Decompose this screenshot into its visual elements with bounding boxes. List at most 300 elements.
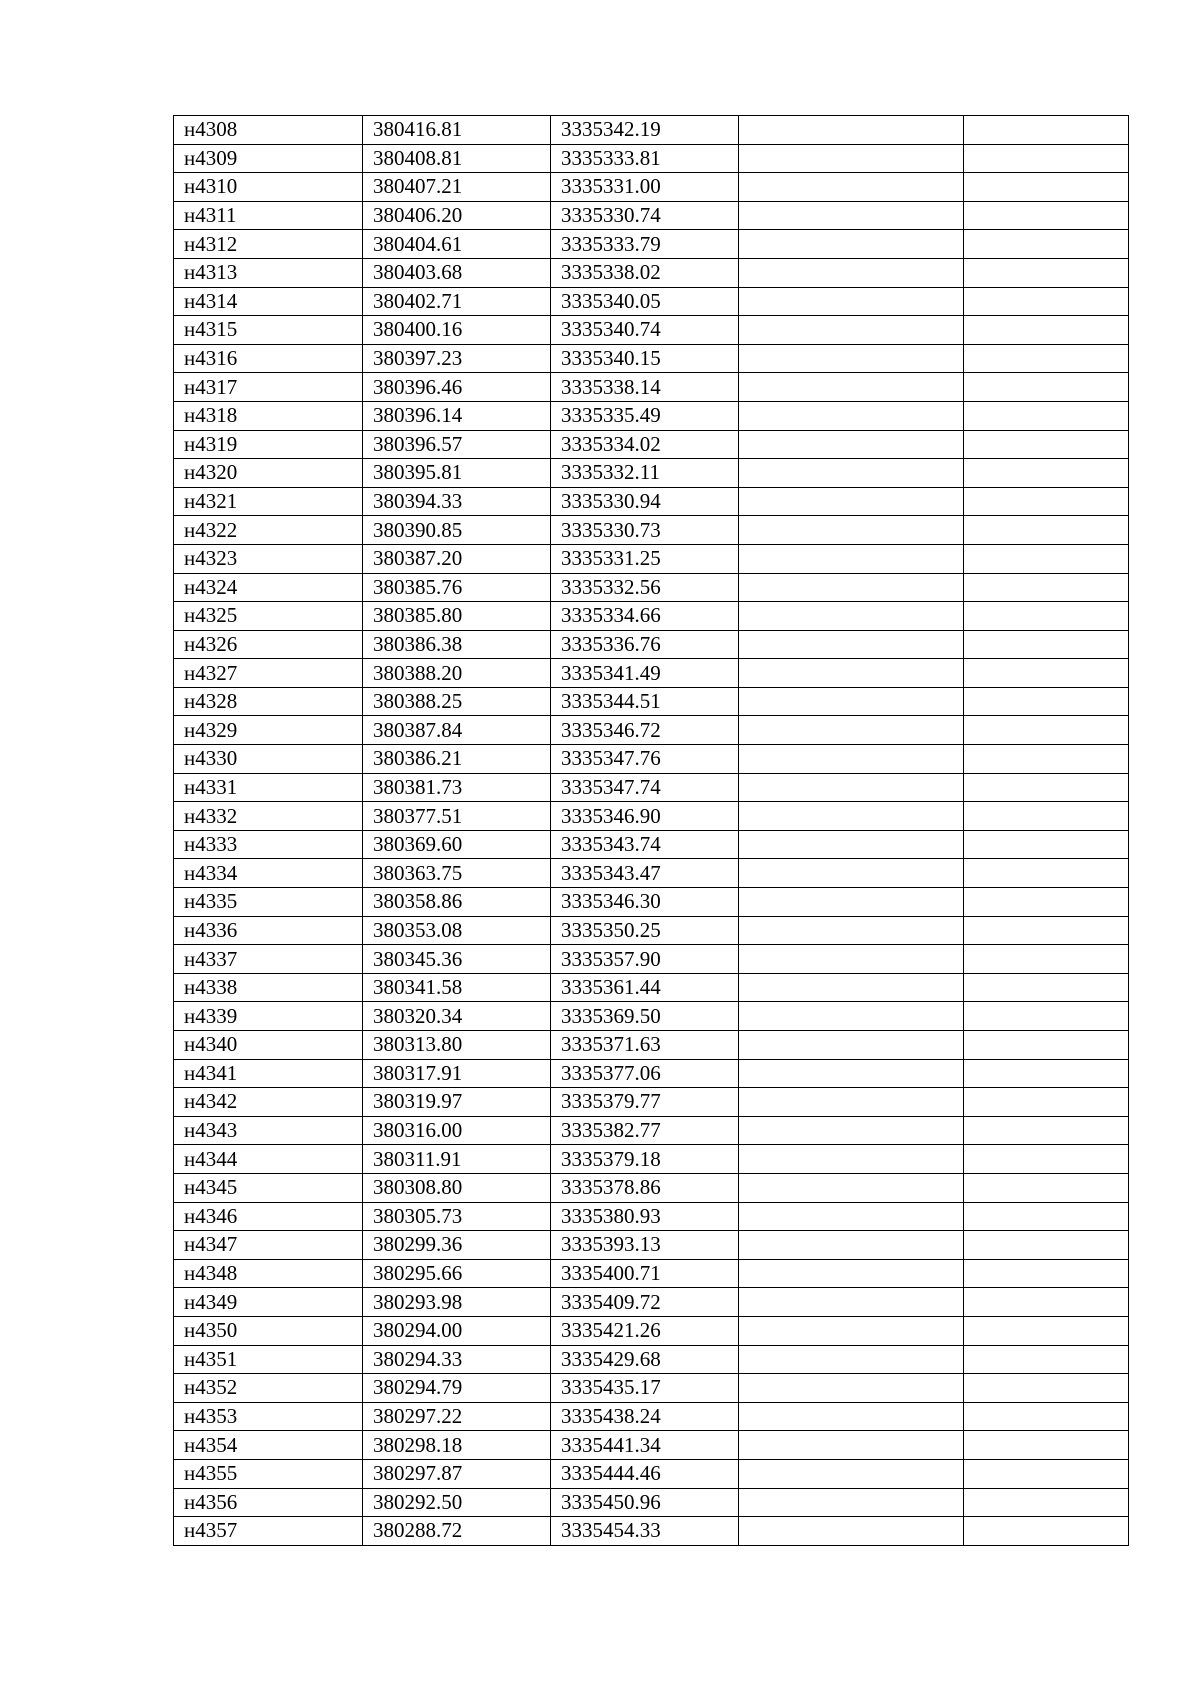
empty-cell-5 xyxy=(964,573,1129,602)
table-row xyxy=(174,1145,1129,1174)
point-id-cell: н4342 xyxy=(174,1088,363,1117)
table-row xyxy=(174,888,1129,917)
table-row xyxy=(174,687,1129,716)
x-coordinate-cell: 380319.97 xyxy=(363,1088,551,1117)
point-id-cell: н4338 xyxy=(174,973,363,1002)
table-row xyxy=(174,1345,1129,1374)
empty-cell-5 xyxy=(964,516,1129,545)
empty-cell-5 xyxy=(964,1231,1129,1260)
empty-cell-4 xyxy=(739,1059,964,1088)
empty-cell-5 xyxy=(964,1088,1129,1117)
empty-cell-4 xyxy=(739,401,964,430)
table-row xyxy=(174,116,1129,145)
y-coordinate-cell: 3335421.26 xyxy=(551,1316,739,1345)
x-coordinate-cell: 380395.81 xyxy=(363,459,551,488)
empty-cell-5 xyxy=(964,687,1129,716)
point-id-cell: н4345 xyxy=(174,1173,363,1202)
coordinates-table xyxy=(173,115,1129,1546)
x-coordinate-cell: 380385.80 xyxy=(363,602,551,631)
y-coordinate-cell: 3335343.74 xyxy=(551,830,739,859)
empty-cell-5 xyxy=(964,1002,1129,1031)
table-row xyxy=(174,373,1129,402)
empty-cell-5 xyxy=(964,1202,1129,1231)
x-coordinate-cell: 380394.33 xyxy=(363,487,551,516)
empty-cell-5 xyxy=(964,344,1129,373)
empty-cell-4 xyxy=(739,144,964,173)
y-coordinate-cell: 3335343.47 xyxy=(551,859,739,888)
empty-cell-4 xyxy=(739,1116,964,1145)
y-coordinate-cell: 3335332.11 xyxy=(551,459,739,488)
empty-cell-4 xyxy=(739,1288,964,1317)
table-row xyxy=(174,487,1129,516)
x-coordinate-cell: 380404.61 xyxy=(363,230,551,259)
empty-cell-5 xyxy=(964,745,1129,774)
y-coordinate-cell: 3335441.34 xyxy=(551,1431,739,1460)
table-row xyxy=(174,1374,1129,1403)
empty-cell-5 xyxy=(964,830,1129,859)
y-coordinate-cell: 3335379.18 xyxy=(551,1145,739,1174)
point-id-cell: н4331 xyxy=(174,773,363,802)
y-coordinate-cell: 3335331.25 xyxy=(551,544,739,573)
empty-cell-4 xyxy=(739,230,964,259)
empty-cell-5 xyxy=(964,1059,1129,1088)
empty-cell-5 xyxy=(964,316,1129,345)
point-id-cell: н4354 xyxy=(174,1431,363,1460)
empty-cell-5 xyxy=(964,258,1129,287)
y-coordinate-cell: 3335409.72 xyxy=(551,1288,739,1317)
empty-cell-5 xyxy=(964,1402,1129,1431)
point-id-cell: н4320 xyxy=(174,459,363,488)
x-coordinate-cell: 380387.20 xyxy=(363,544,551,573)
empty-cell-5 xyxy=(964,401,1129,430)
empty-cell-5 xyxy=(964,659,1129,688)
empty-cell-5 xyxy=(964,602,1129,631)
point-id-cell: н4332 xyxy=(174,802,363,831)
empty-cell-5 xyxy=(964,544,1129,573)
y-coordinate-cell: 3335334.66 xyxy=(551,602,739,631)
table-row xyxy=(174,1288,1129,1317)
y-coordinate-cell: 3335330.73 xyxy=(551,516,739,545)
point-id-cell: н4321 xyxy=(174,487,363,516)
table-row xyxy=(174,1459,1129,1488)
table-row xyxy=(174,1088,1129,1117)
x-coordinate-cell: 380341.58 xyxy=(363,973,551,1002)
y-coordinate-cell: 3335335.49 xyxy=(551,401,739,430)
x-coordinate-cell: 380402.71 xyxy=(363,287,551,316)
y-coordinate-cell: 3335340.15 xyxy=(551,344,739,373)
y-coordinate-cell: 3335331.00 xyxy=(551,173,739,202)
point-id-cell: н4355 xyxy=(174,1459,363,1488)
empty-cell-5 xyxy=(964,945,1129,974)
empty-cell-5 xyxy=(964,1316,1129,1345)
empty-cell-4 xyxy=(739,116,964,145)
table-row xyxy=(174,1431,1129,1460)
empty-cell-4 xyxy=(739,1431,964,1460)
y-coordinate-cell: 3335332.56 xyxy=(551,573,739,602)
y-coordinate-cell: 3335330.94 xyxy=(551,487,739,516)
point-id-cell: н4317 xyxy=(174,373,363,402)
table-row xyxy=(174,516,1129,545)
point-id-cell: н4353 xyxy=(174,1402,363,1431)
empty-cell-4 xyxy=(739,1345,964,1374)
y-coordinate-cell: 3335338.02 xyxy=(551,258,739,287)
x-coordinate-cell: 380299.36 xyxy=(363,1231,551,1260)
table-row xyxy=(174,287,1129,316)
empty-cell-5 xyxy=(964,973,1129,1002)
table-row xyxy=(174,602,1129,631)
point-id-cell: н4356 xyxy=(174,1488,363,1517)
empty-cell-5 xyxy=(964,1031,1129,1060)
empty-cell-4 xyxy=(739,201,964,230)
empty-cell-4 xyxy=(739,258,964,287)
table-row xyxy=(174,1231,1129,1260)
point-id-cell: н4312 xyxy=(174,230,363,259)
x-coordinate-cell: 380316.00 xyxy=(363,1116,551,1145)
x-coordinate-cell: 380377.51 xyxy=(363,802,551,831)
y-coordinate-cell: 3335344.51 xyxy=(551,687,739,716)
point-id-cell: н4318 xyxy=(174,401,363,430)
empty-cell-5 xyxy=(964,287,1129,316)
table-row xyxy=(174,916,1129,945)
empty-cell-4 xyxy=(739,1316,964,1345)
empty-cell-5 xyxy=(964,773,1129,802)
empty-cell-5 xyxy=(964,430,1129,459)
point-id-cell: н4330 xyxy=(174,745,363,774)
empty-cell-5 xyxy=(964,230,1129,259)
point-id-cell: н4316 xyxy=(174,344,363,373)
y-coordinate-cell: 3335357.90 xyxy=(551,945,739,974)
table-row xyxy=(174,745,1129,774)
x-coordinate-cell: 380388.20 xyxy=(363,659,551,688)
point-id-cell: н4309 xyxy=(174,144,363,173)
x-coordinate-cell: 380353.08 xyxy=(363,916,551,945)
x-coordinate-cell: 380416.81 xyxy=(363,116,551,145)
point-id-cell: н4343 xyxy=(174,1116,363,1145)
y-coordinate-cell: 3335379.77 xyxy=(551,1088,739,1117)
empty-cell-4 xyxy=(739,773,964,802)
empty-cell-4 xyxy=(739,1374,964,1403)
empty-cell-4 xyxy=(739,745,964,774)
y-coordinate-cell: 3335435.17 xyxy=(551,1374,739,1403)
point-id-cell: н4341 xyxy=(174,1059,363,1088)
empty-cell-5 xyxy=(964,459,1129,488)
empty-cell-4 xyxy=(739,1402,964,1431)
y-coordinate-cell: 3335450.96 xyxy=(551,1488,739,1517)
point-id-cell: н4357 xyxy=(174,1517,363,1546)
table-row xyxy=(174,1031,1129,1060)
point-id-cell: н4333 xyxy=(174,830,363,859)
table-row xyxy=(174,316,1129,345)
empty-cell-4 xyxy=(739,945,964,974)
y-coordinate-cell: 3335333.81 xyxy=(551,144,739,173)
table-row xyxy=(174,1173,1129,1202)
table-row xyxy=(174,1488,1129,1517)
y-coordinate-cell: 3335350.25 xyxy=(551,916,739,945)
y-coordinate-cell: 3335382.77 xyxy=(551,1116,739,1145)
x-coordinate-cell: 380408.81 xyxy=(363,144,551,173)
table-row xyxy=(174,859,1129,888)
empty-cell-4 xyxy=(739,1517,964,1546)
empty-cell-4 xyxy=(739,430,964,459)
x-coordinate-cell: 380358.86 xyxy=(363,888,551,917)
table-row xyxy=(174,230,1129,259)
empty-cell-4 xyxy=(739,1088,964,1117)
point-id-cell: н4314 xyxy=(174,287,363,316)
x-coordinate-cell: 380363.75 xyxy=(363,859,551,888)
empty-cell-4 xyxy=(739,516,964,545)
x-coordinate-cell: 380407.21 xyxy=(363,173,551,202)
x-coordinate-cell: 380385.76 xyxy=(363,573,551,602)
y-coordinate-cell: 3335347.74 xyxy=(551,773,739,802)
empty-cell-4 xyxy=(739,802,964,831)
point-id-cell: н4327 xyxy=(174,659,363,688)
empty-cell-4 xyxy=(739,830,964,859)
y-coordinate-cell: 3335334.02 xyxy=(551,430,739,459)
empty-cell-5 xyxy=(964,1345,1129,1374)
x-coordinate-cell: 380386.38 xyxy=(363,630,551,659)
empty-cell-5 xyxy=(964,173,1129,202)
x-coordinate-cell: 380406.20 xyxy=(363,201,551,230)
point-id-cell: н4339 xyxy=(174,1002,363,1031)
x-coordinate-cell: 380369.60 xyxy=(363,830,551,859)
point-id-cell: н4348 xyxy=(174,1259,363,1288)
table-row xyxy=(174,344,1129,373)
x-coordinate-cell: 380396.57 xyxy=(363,430,551,459)
empty-cell-5 xyxy=(964,1431,1129,1460)
point-id-cell: н4326 xyxy=(174,630,363,659)
empty-cell-5 xyxy=(964,1259,1129,1288)
table-row xyxy=(174,1402,1129,1431)
empty-cell-4 xyxy=(739,1031,964,1060)
y-coordinate-cell: 3335393.13 xyxy=(551,1231,739,1260)
table-row xyxy=(174,1059,1129,1088)
point-id-cell: н4323 xyxy=(174,544,363,573)
empty-cell-4 xyxy=(739,1488,964,1517)
x-coordinate-cell: 380388.25 xyxy=(363,687,551,716)
point-id-cell: н4337 xyxy=(174,945,363,974)
table-row xyxy=(174,1316,1129,1345)
x-coordinate-cell: 380386.21 xyxy=(363,745,551,774)
point-id-cell: н4313 xyxy=(174,258,363,287)
empty-cell-4 xyxy=(739,687,964,716)
x-coordinate-cell: 380400.16 xyxy=(363,316,551,345)
point-id-cell: н4334 xyxy=(174,859,363,888)
empty-cell-4 xyxy=(739,1231,964,1260)
point-id-cell: н4311 xyxy=(174,201,363,230)
empty-cell-5 xyxy=(964,1459,1129,1488)
x-coordinate-cell: 380313.80 xyxy=(363,1031,551,1060)
empty-cell-4 xyxy=(739,316,964,345)
empty-cell-4 xyxy=(739,1145,964,1174)
y-coordinate-cell: 3335346.30 xyxy=(551,888,739,917)
y-coordinate-cell: 3335342.19 xyxy=(551,116,739,145)
empty-cell-4 xyxy=(739,916,964,945)
table-row xyxy=(174,1116,1129,1145)
empty-cell-5 xyxy=(964,1288,1129,1317)
empty-cell-4 xyxy=(739,1259,964,1288)
table-row xyxy=(174,173,1129,202)
empty-cell-4 xyxy=(739,344,964,373)
empty-cell-4 xyxy=(739,1202,964,1231)
x-coordinate-cell: 380320.34 xyxy=(363,1002,551,1031)
x-coordinate-cell: 380292.50 xyxy=(363,1488,551,1517)
empty-cell-4 xyxy=(739,716,964,745)
table-row xyxy=(174,802,1129,831)
y-coordinate-cell: 3335429.68 xyxy=(551,1345,739,1374)
y-coordinate-cell: 3335336.76 xyxy=(551,630,739,659)
table-row xyxy=(174,945,1129,974)
table-row xyxy=(174,1517,1129,1546)
table-row xyxy=(174,973,1129,1002)
x-coordinate-cell: 380294.00 xyxy=(363,1316,551,1345)
y-coordinate-cell: 3335340.05 xyxy=(551,287,739,316)
point-id-cell: н4344 xyxy=(174,1145,363,1174)
y-coordinate-cell: 3335380.93 xyxy=(551,1202,739,1231)
y-coordinate-cell: 3335338.14 xyxy=(551,373,739,402)
coordinates-table-body xyxy=(174,116,1129,1546)
empty-cell-4 xyxy=(739,1173,964,1202)
point-id-cell: н4315 xyxy=(174,316,363,345)
table-row xyxy=(174,144,1129,173)
empty-cell-5 xyxy=(964,487,1129,516)
table-row xyxy=(174,201,1129,230)
point-id-cell: н4352 xyxy=(174,1374,363,1403)
empty-cell-4 xyxy=(739,859,964,888)
empty-cell-5 xyxy=(964,802,1129,831)
y-coordinate-cell: 3335377.06 xyxy=(551,1059,739,1088)
x-coordinate-cell: 380311.91 xyxy=(363,1145,551,1174)
y-coordinate-cell: 3335346.90 xyxy=(551,802,739,831)
table-row xyxy=(174,544,1129,573)
empty-cell-4 xyxy=(739,1002,964,1031)
table-row xyxy=(174,430,1129,459)
x-coordinate-cell: 380293.98 xyxy=(363,1288,551,1317)
empty-cell-5 xyxy=(964,116,1129,145)
point-id-cell: н4340 xyxy=(174,1031,363,1060)
empty-cell-4 xyxy=(739,1459,964,1488)
empty-cell-4 xyxy=(739,173,964,202)
point-id-cell: н4336 xyxy=(174,916,363,945)
x-coordinate-cell: 380298.18 xyxy=(363,1431,551,1460)
table-row xyxy=(174,716,1129,745)
table-row xyxy=(174,1202,1129,1231)
point-id-cell: н4328 xyxy=(174,687,363,716)
table-row xyxy=(174,258,1129,287)
empty-cell-5 xyxy=(964,201,1129,230)
table-row xyxy=(174,1002,1129,1031)
point-id-cell: н4351 xyxy=(174,1345,363,1374)
table-row xyxy=(174,573,1129,602)
x-coordinate-cell: 380396.46 xyxy=(363,373,551,402)
empty-cell-4 xyxy=(739,573,964,602)
point-id-cell: н4347 xyxy=(174,1231,363,1260)
empty-cell-4 xyxy=(739,287,964,316)
empty-cell-4 xyxy=(739,459,964,488)
x-coordinate-cell: 380396.14 xyxy=(363,401,551,430)
empty-cell-5 xyxy=(964,1173,1129,1202)
point-id-cell: н4308 xyxy=(174,116,363,145)
empty-cell-5 xyxy=(964,888,1129,917)
point-id-cell: н4325 xyxy=(174,602,363,631)
empty-cell-4 xyxy=(739,630,964,659)
empty-cell-5 xyxy=(964,1116,1129,1145)
empty-cell-4 xyxy=(739,544,964,573)
x-coordinate-cell: 380317.91 xyxy=(363,1059,551,1088)
empty-cell-5 xyxy=(964,859,1129,888)
point-id-cell: н4329 xyxy=(174,716,363,745)
empty-cell-5 xyxy=(964,373,1129,402)
y-coordinate-cell: 3335361.44 xyxy=(551,973,739,1002)
y-coordinate-cell: 3335371.63 xyxy=(551,1031,739,1060)
empty-cell-4 xyxy=(739,602,964,631)
point-id-cell: н4322 xyxy=(174,516,363,545)
x-coordinate-cell: 380297.22 xyxy=(363,1402,551,1431)
x-coordinate-cell: 380308.80 xyxy=(363,1173,551,1202)
point-id-cell: н4319 xyxy=(174,430,363,459)
table-row xyxy=(174,773,1129,802)
x-coordinate-cell: 380305.73 xyxy=(363,1202,551,1231)
empty-cell-5 xyxy=(964,144,1129,173)
x-coordinate-cell: 380294.79 xyxy=(363,1374,551,1403)
empty-cell-5 xyxy=(964,1145,1129,1174)
y-coordinate-cell: 3335444.46 xyxy=(551,1459,739,1488)
x-coordinate-cell: 380345.36 xyxy=(363,945,551,974)
x-coordinate-cell: 380295.66 xyxy=(363,1259,551,1288)
point-id-cell: н4324 xyxy=(174,573,363,602)
point-id-cell: н4350 xyxy=(174,1316,363,1345)
y-coordinate-cell: 3335438.24 xyxy=(551,1402,739,1431)
x-coordinate-cell: 380397.23 xyxy=(363,344,551,373)
y-coordinate-cell: 3335340.74 xyxy=(551,316,739,345)
y-coordinate-cell: 3335378.86 xyxy=(551,1173,739,1202)
table-row xyxy=(174,659,1129,688)
table-row xyxy=(174,630,1129,659)
table-row xyxy=(174,401,1129,430)
y-coordinate-cell: 3335330.74 xyxy=(551,201,739,230)
x-coordinate-cell: 380381.73 xyxy=(363,773,551,802)
point-id-cell: н4346 xyxy=(174,1202,363,1231)
x-coordinate-cell: 380294.33 xyxy=(363,1345,551,1374)
empty-cell-4 xyxy=(739,487,964,516)
y-coordinate-cell: 3335454.33 xyxy=(551,1517,739,1546)
empty-cell-4 xyxy=(739,373,964,402)
y-coordinate-cell: 3335346.72 xyxy=(551,716,739,745)
point-id-cell: н4349 xyxy=(174,1288,363,1317)
y-coordinate-cell: 3335341.49 xyxy=(551,659,739,688)
empty-cell-5 xyxy=(964,630,1129,659)
y-coordinate-cell: 3335333.79 xyxy=(551,230,739,259)
table-row xyxy=(174,459,1129,488)
empty-cell-5 xyxy=(964,716,1129,745)
x-coordinate-cell: 380387.84 xyxy=(363,716,551,745)
y-coordinate-cell: 3335347.76 xyxy=(551,745,739,774)
x-coordinate-cell: 380297.87 xyxy=(363,1459,551,1488)
empty-cell-5 xyxy=(964,916,1129,945)
y-coordinate-cell: 3335369.50 xyxy=(551,1002,739,1031)
point-id-cell: н4335 xyxy=(174,888,363,917)
empty-cell-4 xyxy=(739,659,964,688)
empty-cell-5 xyxy=(964,1374,1129,1403)
x-coordinate-cell: 380390.85 xyxy=(363,516,551,545)
x-coordinate-cell: 380288.72 xyxy=(363,1517,551,1546)
point-id-cell: н4310 xyxy=(174,173,363,202)
empty-cell-4 xyxy=(739,973,964,1002)
empty-cell-5 xyxy=(964,1488,1129,1517)
table-row xyxy=(174,830,1129,859)
empty-cell-4 xyxy=(739,888,964,917)
empty-cell-5 xyxy=(964,1517,1129,1546)
x-coordinate-cell: 380403.68 xyxy=(363,258,551,287)
